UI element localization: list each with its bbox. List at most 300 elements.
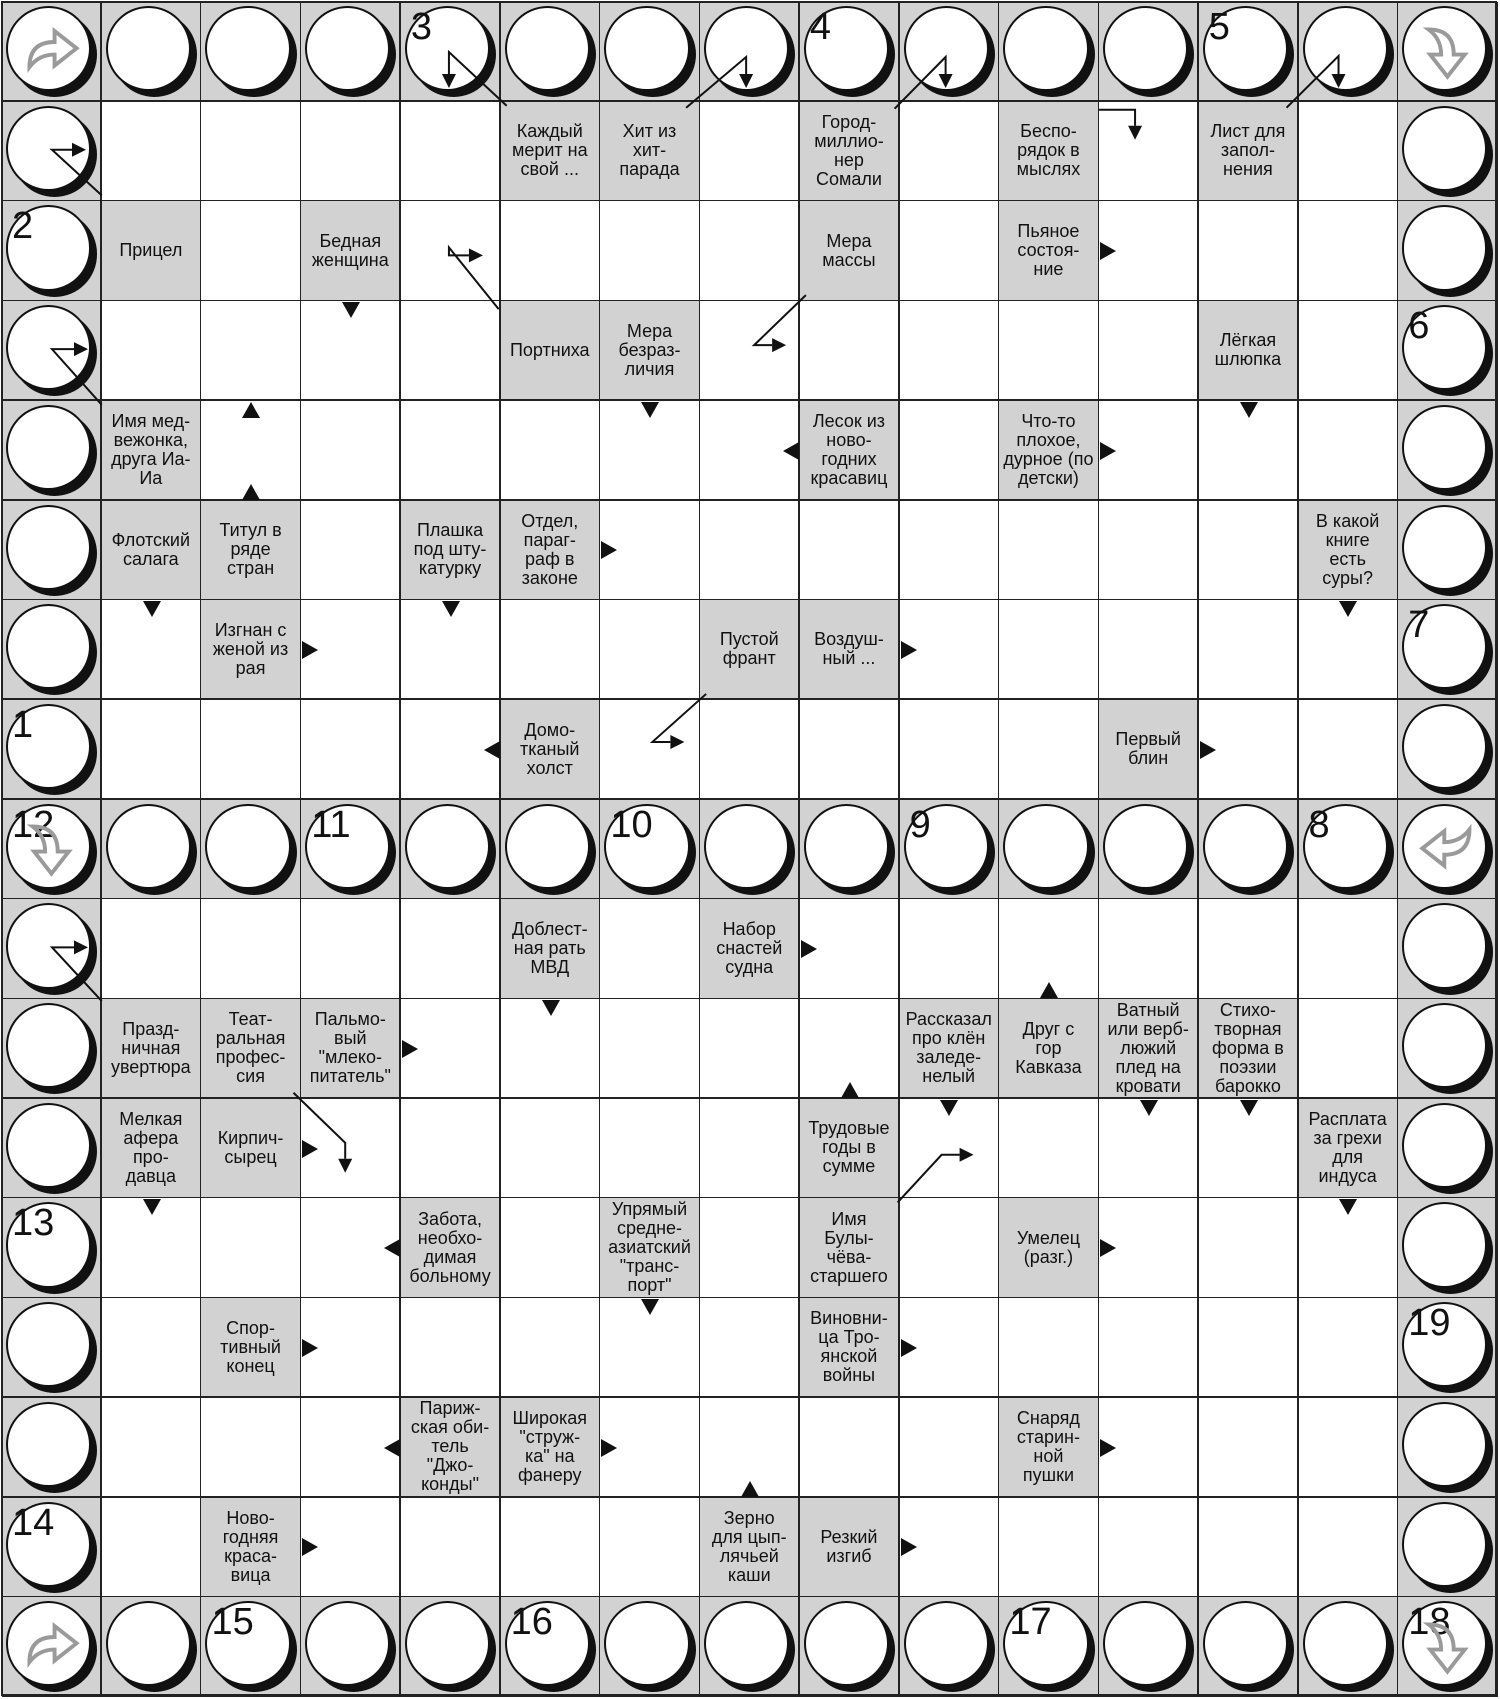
answer-circle[interactable]: [505, 804, 590, 889]
ring-letter-cell[interactable]: [1099, 2, 1199, 102]
ring-number: 6: [1408, 305, 1430, 348]
answer-cell[interactable]: [700, 102, 800, 202]
answer-circle[interactable]: [1203, 1601, 1288, 1686]
answer-cell[interactable]: [600, 899, 700, 999]
ring-letter-cell[interactable]: [2, 1198, 102, 1298]
ring-letter-cell[interactable]: [1398, 1298, 1498, 1398]
ring-letter-cell[interactable]: [900, 1597, 1000, 1697]
answer-cell[interactable]: [501, 401, 601, 501]
ring-letter-cell[interactable]: [1398, 2, 1498, 102]
clue-text: Беспо- рядок в мыслях: [1016, 121, 1081, 180]
answer-circle[interactable]: [106, 1601, 191, 1686]
answer-cell[interactable]: [401, 102, 501, 202]
ring-letter-cell[interactable]: [201, 1597, 301, 1697]
clue-cell: [999, 201, 1099, 301]
answer-cell[interactable]: [102, 1398, 202, 1498]
ring-letter-cell[interactable]: [1398, 1398, 1498, 1498]
answer-cell[interactable]: [800, 1398, 900, 1498]
ring-number: 11: [311, 803, 351, 846]
arrow-down-icon: [542, 1000, 560, 1016]
ring-letter-cell[interactable]: [600, 1597, 700, 1697]
ring-letter-cell[interactable]: [1398, 501, 1498, 601]
ring-letter-cell[interactable]: [201, 800, 301, 900]
answer-cell[interactable]: [999, 600, 1099, 700]
answer-cell[interactable]: [900, 401, 1000, 501]
ring-letter-cell[interactable]: [800, 800, 900, 900]
arrow-right-icon: [1100, 242, 1116, 260]
answer-cell[interactable]: [102, 301, 202, 401]
ring-letter-cell[interactable]: [102, 1597, 202, 1697]
clue-text: Упрямый средне- азиатский "транс- порт": [608, 1199, 691, 1296]
ring-letter-cell[interactable]: [1299, 800, 1399, 900]
ring-letter-cell[interactable]: [301, 800, 401, 900]
answer-circle[interactable]: [6, 505, 91, 590]
ring-letter-cell[interactable]: [2, 700, 102, 800]
answer-cell[interactable]: [1199, 899, 1299, 999]
clue-text: Рассказал про клён заледе- нелый: [905, 1009, 992, 1087]
clue-cell: [999, 401, 1099, 501]
answer-cell[interactable]: [1199, 1298, 1299, 1398]
answer-cell[interactable]: [301, 899, 401, 999]
clue-cell: [800, 1498, 900, 1598]
answer-cell[interactable]: [999, 501, 1099, 601]
clue-text: Снаряд старин- ной пушки: [1016, 1407, 1080, 1485]
clue-cell: [800, 600, 900, 700]
ring-number: 1: [12, 703, 34, 746]
answer-cell[interactable]: [102, 1498, 202, 1598]
ring-letter-cell[interactable]: [1299, 1597, 1399, 1697]
answer-circle[interactable]: [704, 1601, 789, 1686]
ring-letter-cell[interactable]: [401, 1597, 501, 1697]
answer-cell[interactable]: [700, 1298, 800, 1398]
answer-cell[interactable]: [1299, 301, 1399, 401]
clue-text: Ватный или верб- люжий плед на кровати: [1107, 999, 1189, 1096]
answer-cell[interactable]: [600, 1498, 700, 1598]
answer-cell[interactable]: [600, 600, 700, 700]
clue-cell: [401, 1198, 501, 1298]
answer-cell[interactable]: [1299, 401, 1399, 501]
answer-circle[interactable]: [904, 6, 989, 91]
ring-letter-cell[interactable]: [1398, 1597, 1498, 1697]
ring-letter-cell[interactable]: [700, 1597, 800, 1697]
answer-circle[interactable]: [6, 305, 91, 390]
ring-letter-cell[interactable]: [2, 401, 102, 501]
answer-cell[interactable]: [900, 201, 1000, 301]
answer-circle[interactable]: [505, 6, 590, 91]
clue-cell: [501, 1398, 601, 1498]
ring-letter-cell[interactable]: [2, 102, 102, 202]
clue-cell: [999, 1198, 1099, 1298]
answer-circle[interactable]: [1103, 1601, 1188, 1686]
ring-number: 2: [12, 205, 34, 248]
answer-cell[interactable]: [201, 301, 301, 401]
answer-circle[interactable]: [1402, 505, 1487, 590]
ring-letter-cell[interactable]: [800, 2, 900, 102]
answer-circle[interactable]: [6, 604, 91, 689]
arrow-down-icon: [342, 302, 360, 318]
ring-number: 4: [809, 6, 831, 48]
clue-cell: [600, 301, 700, 401]
clue-cell: [501, 899, 601, 999]
answer-cell[interactable]: [401, 1498, 501, 1598]
clue-text: Умелец (разг.): [1016, 1227, 1081, 1267]
answer-cell[interactable]: [900, 1198, 1000, 1298]
answer-circle[interactable]: [1402, 1003, 1487, 1088]
answer-cell[interactable]: [900, 700, 1000, 800]
answer-cell[interactable]: [1199, 501, 1299, 601]
answer-cell[interactable]: [1099, 501, 1199, 601]
answer-cell[interactable]: [501, 1498, 601, 1598]
answer-cell[interactable]: [301, 401, 401, 501]
clue-cell: [999, 102, 1099, 202]
answer-cell[interactable]: [600, 700, 700, 800]
clue-text: Лесок из ново- годних красавиц: [810, 410, 888, 488]
ring-letter-cell[interactable]: [1398, 600, 1498, 700]
answer-cell[interactable]: [201, 700, 301, 800]
answer-cell[interactable]: [1099, 899, 1199, 999]
answer-cell[interactable]: [301, 501, 401, 601]
answer-circle[interactable]: [704, 6, 789, 91]
clue-text: Портниха: [509, 339, 590, 360]
ring-letter-cell[interactable]: [1398, 301, 1498, 401]
ring-letter-cell[interactable]: [501, 800, 601, 900]
clue-cell: [201, 600, 301, 700]
answer-circle[interactable]: [6, 106, 91, 191]
answer-circle[interactable]: [804, 1601, 889, 1686]
curved-arrow-right-icon: [2, 2, 100, 100]
ring-letter-cell[interactable]: [900, 2, 1000, 102]
answer-cell[interactable]: [900, 501, 1000, 601]
clue-text: Широкая "струж- ка" на фанеру: [512, 1407, 588, 1485]
ring-number: 17: [1009, 1601, 1052, 1644]
ring-letter-cell[interactable]: [501, 1597, 601, 1697]
answer-cell[interactable]: [700, 1099, 800, 1199]
ring-letter-cell[interactable]: [2, 301, 102, 401]
ring-letter-cell[interactable]: [600, 800, 700, 900]
answer-cell[interactable]: [800, 301, 900, 401]
answer-cell[interactable]: [800, 501, 900, 601]
answer-circle[interactable]: [1003, 804, 1088, 889]
clue-text: Хит из хит- парада: [619, 121, 680, 180]
answer-cell[interactable]: [700, 501, 800, 601]
answer-cell[interactable]: [600, 201, 700, 301]
answer-cell[interactable]: [201, 201, 301, 301]
answer-cell[interactable]: [301, 102, 401, 202]
answer-cell[interactable]: [700, 301, 800, 401]
answer-cell[interactable]: [401, 1099, 501, 1199]
answer-circle[interactable]: [1402, 704, 1487, 789]
answer-cell[interactable]: [501, 1099, 601, 1199]
ring-letter-cell[interactable]: [201, 2, 301, 102]
answer-circle[interactable]: [804, 804, 889, 889]
curved-arrow-down-icon: [2, 800, 100, 898]
ring-letter-cell[interactable]: [2, 600, 102, 700]
answer-circle[interactable]: [1103, 804, 1188, 889]
answer-cell[interactable]: [501, 1198, 601, 1298]
answer-cell[interactable]: [999, 301, 1099, 401]
answer-cell[interactable]: [401, 401, 501, 501]
clue-cell: [600, 1198, 700, 1298]
answer-cell[interactable]: [1299, 102, 1399, 202]
answer-circle[interactable]: [1402, 1502, 1487, 1587]
arrow-down-icon: [1339, 1199, 1357, 1215]
answer-cell[interactable]: [999, 1498, 1099, 1598]
clue-text: Резкий изгиб: [820, 1526, 878, 1566]
answer-circle[interactable]: [106, 804, 191, 889]
ring-letter-cell[interactable]: [301, 2, 401, 102]
answer-cell[interactable]: [201, 102, 301, 202]
answer-cell[interactable]: [1099, 301, 1199, 401]
answer-circle[interactable]: [6, 1302, 91, 1387]
arrow-right-icon: [801, 940, 817, 958]
clue-text: Плашка под шту- катурку: [413, 520, 487, 579]
answer-cell[interactable]: [600, 1099, 700, 1199]
answer-circle[interactable]: [1402, 1103, 1487, 1188]
answer-circle[interactable]: [1402, 1202, 1487, 1287]
clue-cell: [1099, 700, 1199, 800]
answer-circle[interactable]: [6, 1003, 91, 1088]
clue-cell: [800, 1099, 900, 1199]
ring-letter-cell[interactable]: [2, 899, 102, 999]
answer-cell[interactable]: [102, 102, 202, 202]
answer-cell[interactable]: [501, 201, 601, 301]
answer-circle[interactable]: [6, 903, 91, 988]
ring-letter-cell[interactable]: [1398, 401, 1498, 501]
ring-letter-cell[interactable]: [999, 800, 1099, 900]
answer-circle[interactable]: [1402, 106, 1487, 191]
answer-circle[interactable]: [6, 1103, 91, 1188]
answer-circle[interactable]: [205, 6, 290, 91]
ring-number: 14: [12, 1501, 55, 1544]
ring-letter-cell[interactable]: [1199, 800, 1299, 900]
ring-number: 15: [211, 1601, 254, 1644]
clue-text: Друг с гор Кавказа: [1015, 1018, 1082, 1077]
answer-cell[interactable]: [1299, 1398, 1399, 1498]
ring-letter-cell[interactable]: [2, 1298, 102, 1398]
clue-cell: [301, 201, 401, 301]
answer-cell[interactable]: [999, 700, 1099, 800]
answer-cell[interactable]: [1199, 1498, 1299, 1598]
clue-text: Трудовые годы в сумме: [808, 1118, 890, 1177]
answer-cell[interactable]: [800, 700, 900, 800]
answer-circle[interactable]: [1402, 405, 1487, 490]
ring-letter-cell[interactable]: [900, 800, 1000, 900]
answer-cell[interactable]: [102, 700, 202, 800]
answer-cell[interactable]: [700, 700, 800, 800]
ring-letter-cell[interactable]: [2, 2, 102, 102]
ring-letter-cell[interactable]: [1398, 899, 1498, 999]
ring-letter-cell[interactable]: [1398, 201, 1498, 301]
ring-number: 9: [909, 803, 931, 846]
answer-cell[interactable]: [700, 999, 800, 1099]
ring-letter-cell[interactable]: [102, 800, 202, 900]
ring-letter-cell[interactable]: [2, 1398, 102, 1498]
ring-letter-cell[interactable]: [1099, 1597, 1199, 1697]
answer-circle[interactable]: [6, 405, 91, 490]
clue-cell: [700, 899, 800, 999]
answer-cell[interactable]: [900, 899, 1000, 999]
clue-text: Имя Булы- чёва- старшего: [810, 1208, 888, 1286]
ring-letter-cell[interactable]: [2, 1597, 102, 1697]
answer-circle[interactable]: [1003, 6, 1088, 91]
ring-letter-cell[interactable]: [401, 800, 501, 900]
answer-cell[interactable]: [700, 201, 800, 301]
answer-cell[interactable]: [900, 301, 1000, 401]
clue-text: Теат- ральная профес- сия: [215, 1009, 286, 1087]
answer-circle[interactable]: [1103, 6, 1188, 91]
answer-cell[interactable]: [201, 1398, 301, 1498]
ring-letter-cell[interactable]: [600, 2, 700, 102]
answer-cell[interactable]: [999, 1298, 1099, 1398]
ring-letter-cell[interactable]: [501, 2, 601, 102]
answer-circle[interactable]: [604, 6, 689, 91]
ring-letter-cell[interactable]: [700, 2, 800, 102]
clue-text: Расплата за грехи для индуса: [1308, 1108, 1387, 1186]
answer-circle[interactable]: [1303, 1601, 1388, 1686]
ring-letter-cell[interactable]: [1398, 1198, 1498, 1298]
clue-text: Мера безраз- личия: [618, 320, 681, 379]
answer-circle[interactable]: [405, 804, 490, 889]
ring-letter-cell[interactable]: [1398, 1498, 1498, 1598]
clue-text: Пальмо- вый "млеко- питатель": [309, 1009, 391, 1087]
ring-letter-cell[interactable]: [2, 1498, 102, 1598]
answer-circle[interactable]: [1203, 804, 1288, 889]
answer-cell[interactable]: [1299, 700, 1399, 800]
arrow-up-icon: [242, 402, 260, 418]
ring-letter-cell[interactable]: [2, 800, 102, 900]
answer-cell[interactable]: [301, 700, 401, 800]
ring-letter-cell[interactable]: [102, 2, 202, 102]
answer-cell[interactable]: [1199, 1398, 1299, 1498]
ring-letter-cell[interactable]: [1398, 700, 1498, 800]
clue-cell: [102, 501, 202, 601]
answer-circle[interactable]: [1402, 205, 1487, 290]
arrow-up-icon: [841, 1082, 859, 1098]
ring-letter-cell[interactable]: [401, 2, 501, 102]
clue-cell: [201, 1099, 301, 1199]
ring-number: 10: [610, 803, 653, 846]
answer-cell[interactable]: [1099, 600, 1199, 700]
answer-circle[interactable]: [1402, 1402, 1487, 1487]
answer-circle[interactable]: [1402, 903, 1487, 988]
ring-letter-cell[interactable]: [301, 1597, 401, 1697]
answer-circle[interactable]: [106, 6, 191, 91]
arrow-right-icon: [302, 1339, 318, 1357]
answer-circle[interactable]: [305, 6, 390, 91]
answer-cell[interactable]: [900, 102, 1000, 202]
clue-text: Домо- тканый холст: [520, 719, 580, 778]
ring-letter-cell[interactable]: [999, 2, 1099, 102]
clue-cell: [201, 1498, 301, 1598]
clue-text: Прицел: [119, 240, 183, 260]
clue-text: Пьяное состоя- ние: [1017, 221, 1080, 279]
clue-cell: [1199, 301, 1299, 401]
arrow-right-icon: [901, 641, 917, 659]
answer-cell[interactable]: [401, 301, 501, 401]
answer-cell[interactable]: [501, 600, 601, 700]
arrow-down-icon: [143, 1199, 161, 1215]
answer-cell[interactable]: [1199, 201, 1299, 301]
ring-letter-cell[interactable]: [2, 1099, 102, 1199]
ring-letter-cell[interactable]: [1299, 2, 1399, 102]
clue-text: Мера массы: [822, 230, 876, 270]
arrow-down-icon: [1240, 1100, 1258, 1116]
answer-cell[interactable]: [401, 201, 501, 301]
answer-cell[interactable]: [201, 1198, 301, 1298]
answer-circle[interactable]: [904, 1601, 989, 1686]
ring-letter-cell[interactable]: [2, 999, 102, 1099]
answer-circle[interactable]: [305, 1601, 390, 1686]
answer-circle[interactable]: [205, 804, 290, 889]
answer-circle[interactable]: [604, 1601, 689, 1686]
ring-letter-cell[interactable]: [1398, 800, 1498, 900]
ring-letter-cell[interactable]: [1398, 999, 1498, 1099]
answer-cell[interactable]: [1099, 1498, 1199, 1598]
ring-letter-cell[interactable]: [1199, 2, 1299, 102]
ring-letter-cell[interactable]: [1398, 1099, 1498, 1199]
answer-cell[interactable]: [1199, 600, 1299, 700]
ring-letter-cell[interactable]: [2, 201, 102, 301]
answer-cell[interactable]: [1299, 999, 1399, 1099]
ring-letter-cell[interactable]: [700, 800, 800, 900]
answer-cell[interactable]: [102, 899, 202, 999]
answer-cell[interactable]: [1299, 1498, 1399, 1598]
ring-letter-cell[interactable]: [999, 1597, 1099, 1697]
answer-circle[interactable]: [405, 1601, 490, 1686]
clue-text: Празд- ничная увертюра: [110, 1018, 191, 1077]
answer-cell[interactable]: [1299, 201, 1399, 301]
arrow-down-icon: [1140, 1100, 1158, 1116]
arrow-down-icon: [940, 1100, 958, 1116]
clue-cell: [800, 401, 900, 501]
clue-cell: [1199, 102, 1299, 202]
answer-cell[interactable]: [1099, 102, 1199, 202]
curved-arrow-down-icon: [1398, 1597, 1496, 1695]
answer-cell[interactable]: [1199, 1198, 1299, 1298]
clue-text: Изгнан с женой из рая: [212, 619, 289, 678]
answer-cell[interactable]: [1299, 899, 1399, 999]
answer-cell[interactable]: [900, 1398, 1000, 1498]
answer-cell[interactable]: [1299, 1298, 1399, 1398]
answer-cell[interactable]: [1099, 1298, 1199, 1398]
answer-cell[interactable]: [401, 899, 501, 999]
answer-circle[interactable]: [6, 1402, 91, 1487]
answer-cell[interactable]: [999, 1099, 1099, 1199]
ring-letter-cell[interactable]: [2, 501, 102, 601]
answer-cell[interactable]: [401, 1298, 501, 1398]
clue-text: Лёгкая шлюпка: [1214, 330, 1282, 370]
clue-cell: [401, 1398, 501, 1498]
answer-cell[interactable]: [102, 1298, 202, 1398]
arrow-right-icon: [601, 1439, 617, 1457]
clue-cell: [700, 600, 800, 700]
answer-cell[interactable]: [700, 1198, 800, 1298]
ring-letter-cell[interactable]: [1099, 800, 1199, 900]
answer-circle[interactable]: [1303, 6, 1388, 91]
clue-cell: [201, 999, 301, 1099]
ring-letter-cell[interactable]: [1398, 102, 1498, 202]
answer-cell[interactable]: [600, 999, 700, 1099]
ring-letter-cell[interactable]: [800, 1597, 900, 1697]
arrow-right-icon: [1100, 1439, 1116, 1457]
ring-letter-cell[interactable]: [1199, 1597, 1299, 1697]
answer-cell[interactable]: [201, 899, 301, 999]
arrow-right-icon: [302, 1140, 318, 1158]
clue-text: Ново- годняя краса- вица: [222, 1507, 279, 1585]
answer-cell[interactable]: [501, 1298, 601, 1398]
arrow-right-icon: [402, 1040, 418, 1058]
answer-circle[interactable]: [704, 804, 789, 889]
